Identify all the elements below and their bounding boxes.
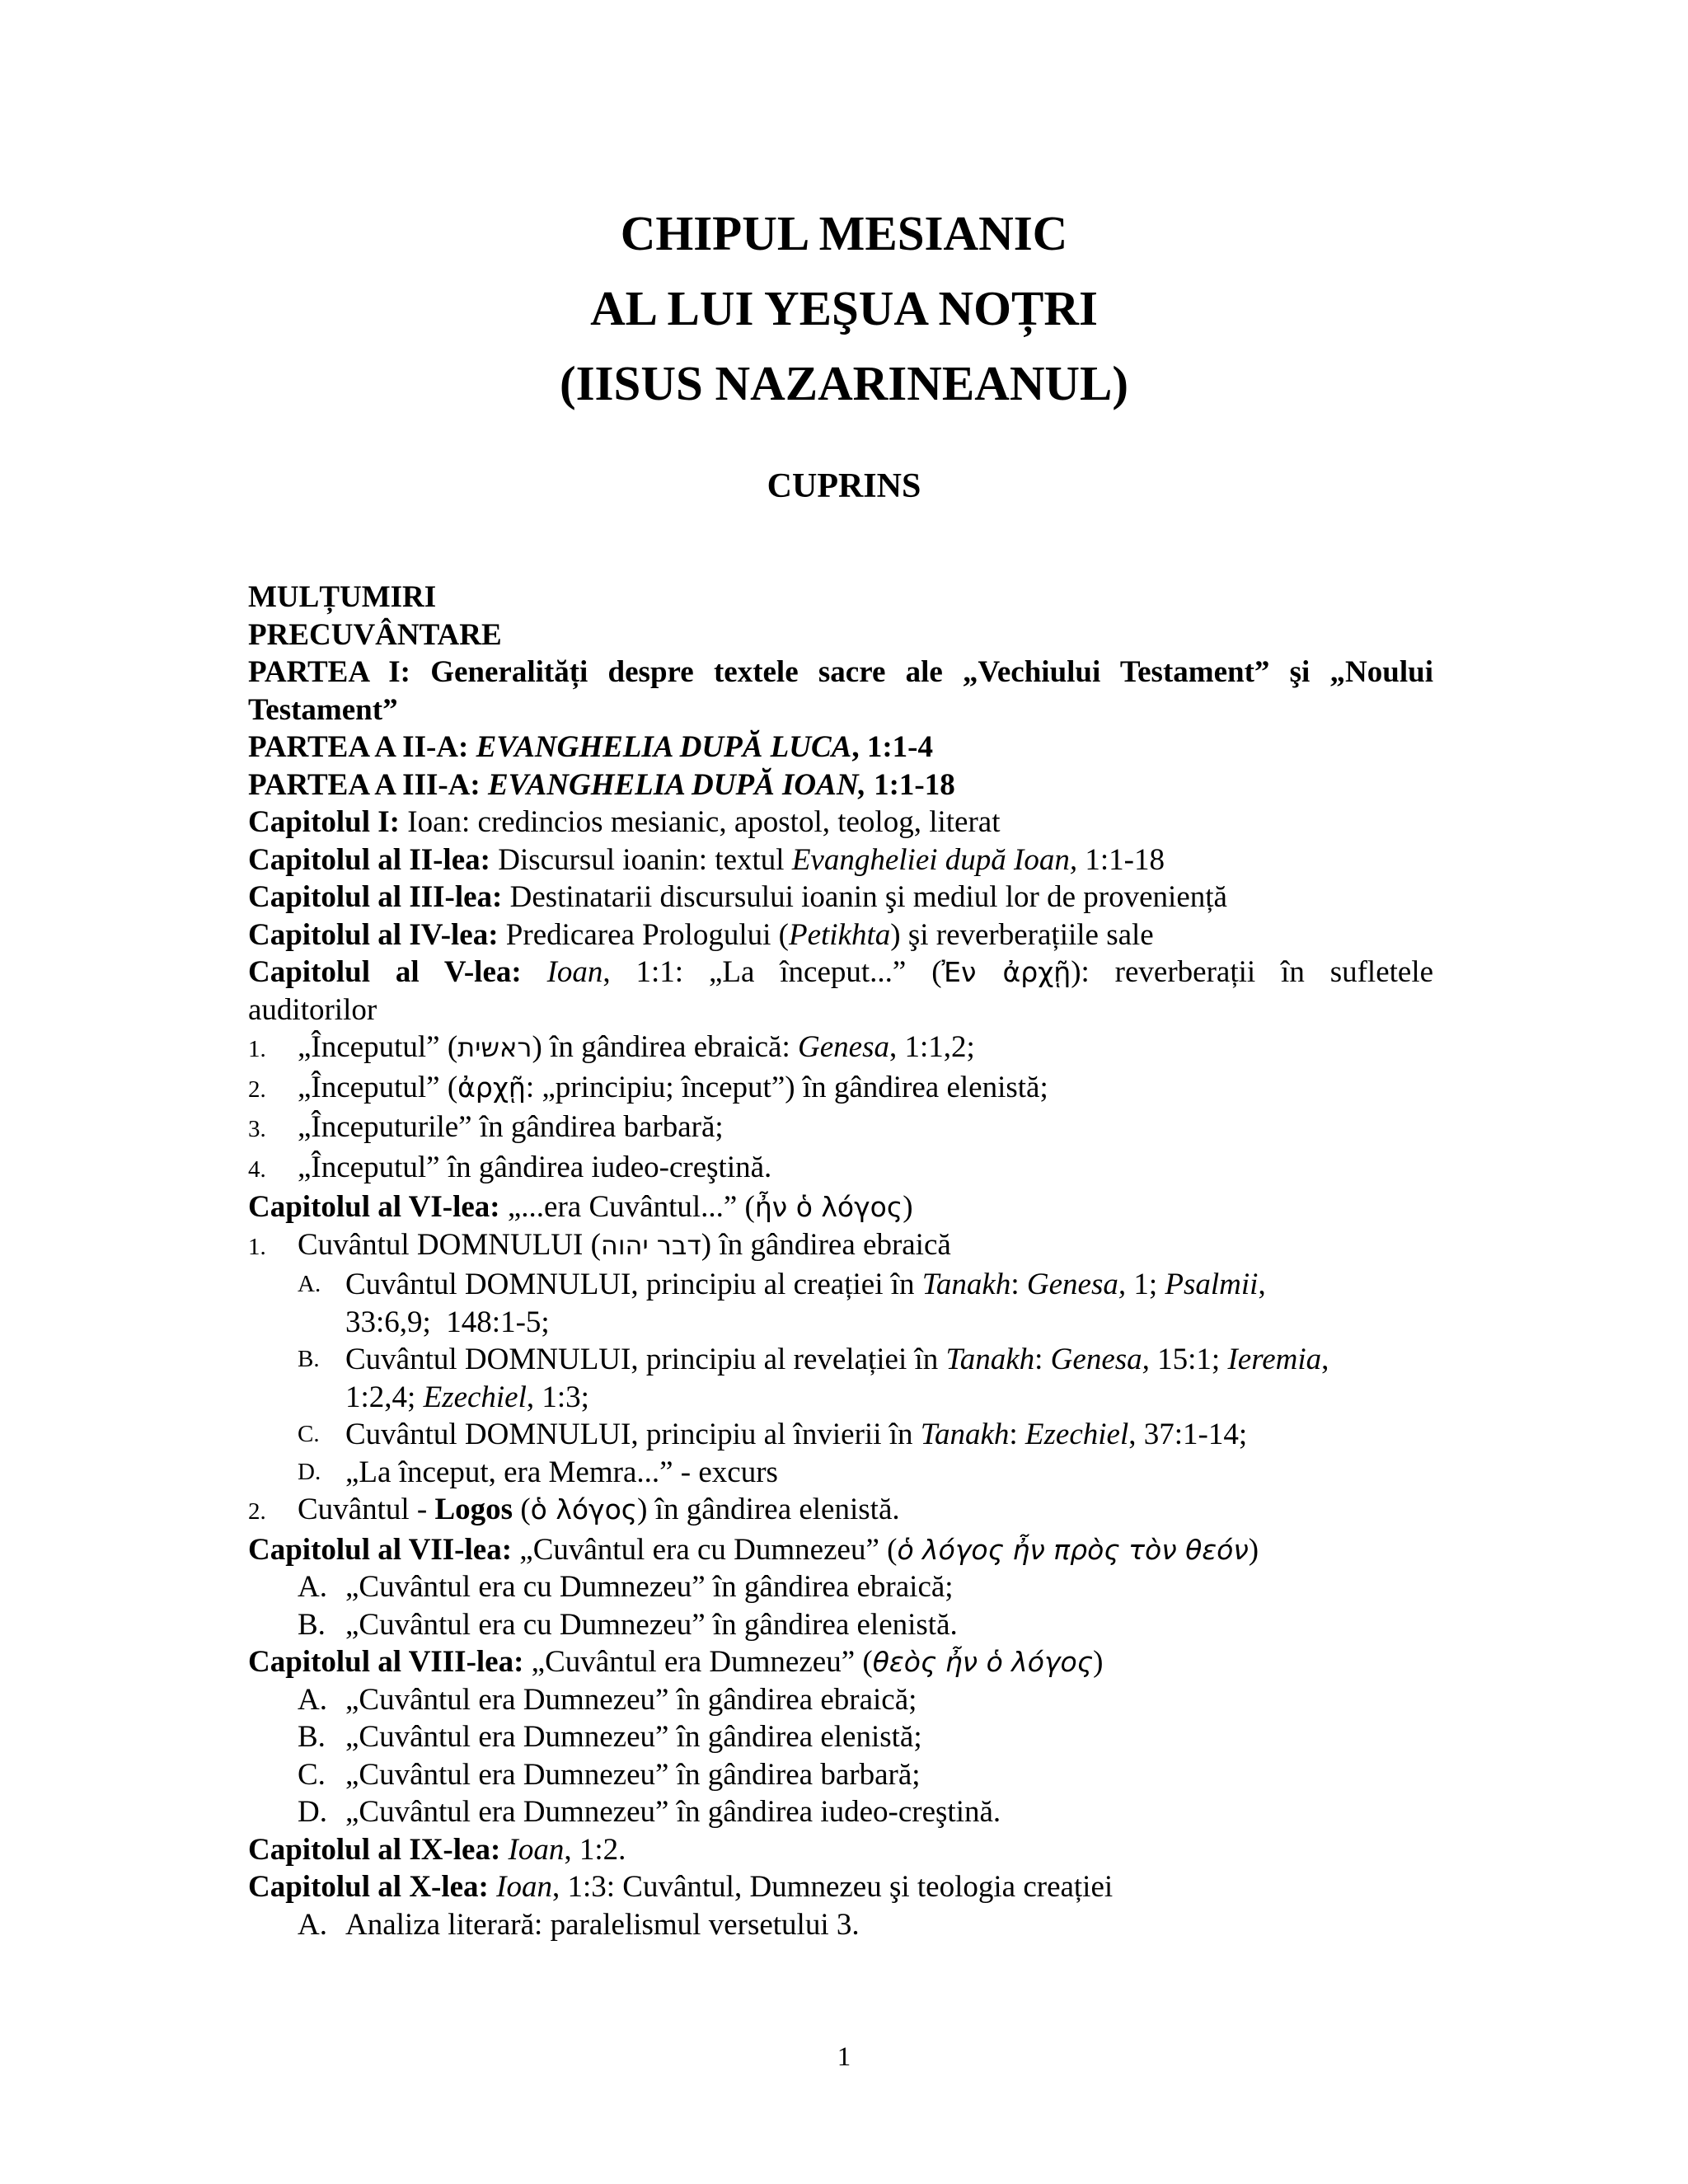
document-title (0, 196, 1688, 421)
toc-chapter-6-sub-1: 1. Cuvântul DOMNULUI (דבר יהוה) în gândirea ebraică (248, 1227, 951, 1262)
toc-chapter-8: Capitolul al VIII-lea: „Cuvântul era Dumnezeu” (θεὸς ἦν ὁ λόγος) (248, 1645, 1104, 1679)
toc-partea-1: PARTEA I: Generalități despre textele sacre ale „Vechiului Testament” şi „Noului Testament” (248, 655, 1433, 727)
toc-chapter-6: Capitolul al VI-lea: „...era Cuvântul...” (ἦν ὁ λόγος) (248, 1190, 913, 1224)
toc-chapter-6-sub-1-d: D. „La început, era Memra...” - excurs (298, 1455, 778, 1489)
toc-chapter-7-b: B. „Cuvântul era cu Dumnezeu” în gândirea elenistă. (298, 1607, 958, 1642)
toc-chapter-8-a: A. „Cuvântul era Dumnezeu” în gândirea ebraică; (298, 1682, 917, 1717)
toc-chapter-10-a: A. Analiza literară: paralelismul versetului 3. (298, 1907, 860, 1942)
toc-chapter-9: Capitolul al IX-lea: Ioan, 1:2. (248, 1832, 626, 1867)
toc-chapter-5-item-4: 4. „Începutul” în gândirea iudeo-creştină. (248, 1150, 772, 1184)
toc-chapter-5-item-3: 3. „Începuturile” în gândirea barbară; (248, 1110, 724, 1144)
title-line-3: (IISUS NAZARINEANUL) (559, 356, 1129, 410)
toc-chapter-10: Capitolul al X-lea: Ioan, 1:3: Cuvântul, Dumnezeu şi teologia creației (248, 1870, 1114, 1904)
page-number: 1 (837, 2042, 851, 2072)
toc-chapter-3: Capitolul al III-lea: Destinatarii discursului ioanin şi mediul lor de proveniență (248, 880, 1227, 914)
toc-chapter-6-sub-2: 2. Cuvântul - Logos (ὁ λόγος) în gândirea elenistă. (248, 1493, 900, 1526)
toc-chapter-1: Capitolul I: Ioan: credincios mesianic, apostol, teolog, literat (248, 805, 1001, 839)
toc-multumiri: MULȚUMIRI (248, 580, 437, 614)
toc-chapter-7: Capitolul al VII-lea: „Cuvântul era cu Dumnezeu” (ὁ λόγος ἦν πρὸς τὸν θεόν) (248, 1532, 1259, 1567)
toc-chapter-5-item-1: 1. „Începutul” (ראשית) în gândirea ebraică: Genesa, 1:1,2; (248, 1030, 975, 1064)
contents-heading: CUPRINS (767, 467, 921, 505)
toc-partea-2: PARTEA A II-A: EVANGHELIA DUPĂ LUCA, 1:1-4 (248, 730, 933, 764)
toc-chapter-6-sub-1-a: A. Cuvântul DOMNULUI, principiu al creației în Tanakh: Genesa, 1; Psalmii, 33:6,9; 148:1-5; (298, 1268, 1266, 1339)
table-of-contents (248, 579, 1433, 1943)
toc-chapter-5-item-2: 2. „Începutul” (ἀρχῇ: „principiu; început”) în gândirea elenistă; (248, 1070, 1048, 1104)
title-line-1: CHIPUL MESIANIC (620, 206, 1068, 260)
title-line-2: AL LUI YEŞUA NOȚRI (590, 281, 1098, 335)
toc-chapter-5-cont: auditorilor (248, 992, 377, 1027)
toc-chapter-8-b: B. „Cuvântul era Dumnezeu” în gândirea elenistă; (298, 1720, 922, 1754)
toc-chapter-4: Capitolul al IV-lea: Predicarea Prologului (Petikhta) şi reverberațiile sale (248, 917, 1154, 952)
toc-chapter-8-d: D. „Cuvântul era Dumnezeu” în gândirea iudeo-creştină. (298, 1795, 1001, 1829)
toc-precuvantare: PRECUVÂNTARE (248, 617, 502, 652)
toc-chapter-5: Capitolul al V-lea: Ioan, 1:1: „La început...” (Ἐν ἀρχῇ): reverberații în sufletele (248, 955, 1434, 989)
toc-chapter-6-sub-1-c: C. Cuvântul DOMNULUI, principiu al învierii în Tanakh: Ezechiel, 37:1-14; (298, 1418, 1248, 1451)
toc-chapter-6-sub-1-b: B. Cuvântul DOMNULUI, principiu al revelației în Tanakh: Genesa, 15:1; Ieremia, 1:2,4; Ezechiel, 1:3; (298, 1343, 1329, 1414)
toc-chapter-8-c: C. „Cuvântul era Dumnezeu” în gândirea barbară; (298, 1757, 921, 1792)
toc-chapter-2: Capitolul al II-lea: Discursul ioanin: textul Evangheliei după Ioan, 1:1-18 (248, 842, 1165, 877)
toc-partea-3: PARTEA A III-A: EVANGHELIA DUPĂ IOAN, 1:1-18 (248, 767, 955, 802)
toc-chapter-7-a: A. „Cuvântul era cu Dumnezeu” în gândirea ebraică; (298, 1570, 954, 1604)
